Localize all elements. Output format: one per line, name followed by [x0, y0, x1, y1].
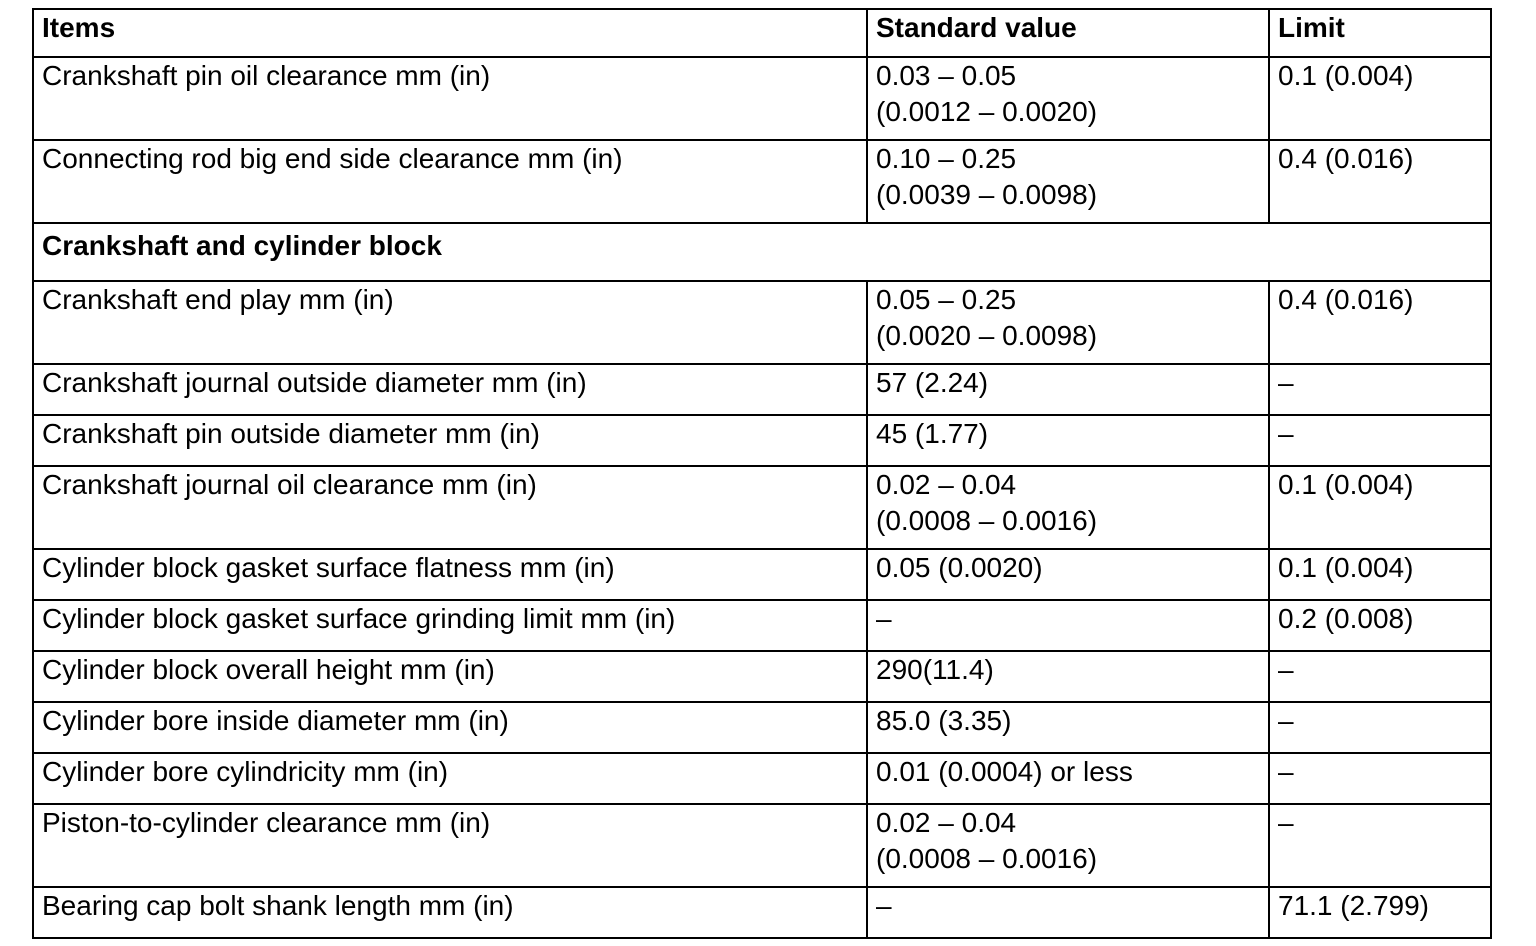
- standard-value-cell: [867, 57, 1269, 140]
- standard-value-mm: 0.10 – 0.25: [876, 143, 1017, 174]
- item-cell: Cylinder bore inside diameter mm (in): [33, 702, 867, 753]
- item-cell: Crankshaft pin outside diameter mm (in): [33, 415, 867, 466]
- standard-value-mm: 0.02 – 0.04: [876, 469, 1017, 500]
- header-standard-value: Standard value: [867, 9, 1269, 57]
- table-row: [33, 281, 1491, 364]
- section-heading: Crankshaft and cylinder block: [33, 223, 1491, 281]
- item-cell: Cylinder block overall height mm (in): [33, 651, 867, 702]
- standard-value-in: (0.0012 – 0.0020): [876, 96, 1098, 127]
- header-items: Items: [33, 9, 867, 57]
- standard-value-mm: 0.02 – 0.04: [876, 807, 1017, 838]
- limit-cell: 71.1 (2.799): [1269, 887, 1491, 938]
- table-row: [33, 887, 1491, 938]
- standard-value-cell: 45 (1.77): [867, 415, 1269, 466]
- table-row: [33, 753, 1491, 804]
- standard-value-cell: [867, 140, 1269, 223]
- limit-cell: –: [1269, 364, 1491, 415]
- item-cell: Bearing cap bolt shank length mm (in): [33, 887, 867, 938]
- item-cell: Crankshaft journal oil clearance mm (in): [33, 466, 867, 549]
- table-row: [33, 702, 1491, 753]
- item-cell: Cylinder block gasket surface grinding limit mm (in): [33, 600, 867, 651]
- table-row: [33, 651, 1491, 702]
- limit-cell: 0.4 (0.016): [1269, 140, 1491, 223]
- limit-cell: 0.1 (0.004): [1269, 57, 1491, 140]
- standard-value-cell: [867, 804, 1269, 887]
- standard-value-cell: [867, 466, 1269, 549]
- limit-cell: 0.4 (0.016): [1269, 281, 1491, 364]
- table-row: [33, 804, 1491, 887]
- item-cell: Piston-to-cylinder clearance mm (in): [33, 804, 867, 887]
- standard-value-in: (0.0039 – 0.0098): [876, 179, 1098, 210]
- limit-cell: –: [1269, 651, 1491, 702]
- standard-value-cell: 290(11.4): [867, 651, 1269, 702]
- limit-cell: –: [1269, 753, 1491, 804]
- standard-value-cell: 0.01 (0.0004) or less: [867, 753, 1269, 804]
- standard-value-cell: –: [867, 600, 1269, 651]
- table-row: [33, 415, 1491, 466]
- standard-value-in: (0.0020 – 0.0098): [876, 320, 1098, 351]
- item-cell: Crankshaft end play mm (in): [33, 281, 867, 364]
- standard-value-mm: 0.05 – 0.25: [876, 284, 1017, 315]
- limit-cell: –: [1269, 415, 1491, 466]
- limit-cell: 0.1 (0.004): [1269, 549, 1491, 600]
- table-row: [33, 466, 1491, 549]
- table-row: [33, 57, 1491, 140]
- standard-value-cell: –: [867, 887, 1269, 938]
- item-cell: Connecting rod big end side clearance mm (in): [33, 140, 867, 223]
- limit-cell: 0.1 (0.004): [1269, 466, 1491, 549]
- header-limit: Limit: [1269, 9, 1491, 57]
- specification-table: [32, 8, 1492, 939]
- standard-value-cell: 0.05 (0.0020): [867, 549, 1269, 600]
- item-cell: Cylinder bore cylindricity mm (in): [33, 753, 867, 804]
- table-row: [33, 140, 1491, 223]
- table-row: [33, 549, 1491, 600]
- item-cell: Cylinder block gasket surface flatness mm (in): [33, 549, 867, 600]
- header-row: [33, 9, 1491, 57]
- limit-cell: –: [1269, 702, 1491, 753]
- item-cell: Crankshaft pin oil clearance mm (in): [33, 57, 867, 140]
- standard-value-cell: 85.0 (3.35): [867, 702, 1269, 753]
- limit-cell: –: [1269, 804, 1491, 887]
- standard-value-in: (0.0008 – 0.0016): [876, 505, 1098, 536]
- table-row: [33, 600, 1491, 651]
- limit-cell: 0.2 (0.008): [1269, 600, 1491, 651]
- section-row: [33, 223, 1491, 281]
- standard-value-mm: 0.03 – 0.05: [876, 60, 1017, 91]
- standard-value-in: (0.0008 – 0.0016): [876, 843, 1098, 874]
- table-row: [33, 364, 1491, 415]
- item-cell: Crankshaft journal outside diameter mm (in): [33, 364, 867, 415]
- standard-value-cell: 57 (2.24): [867, 364, 1269, 415]
- standard-value-cell: [867, 281, 1269, 364]
